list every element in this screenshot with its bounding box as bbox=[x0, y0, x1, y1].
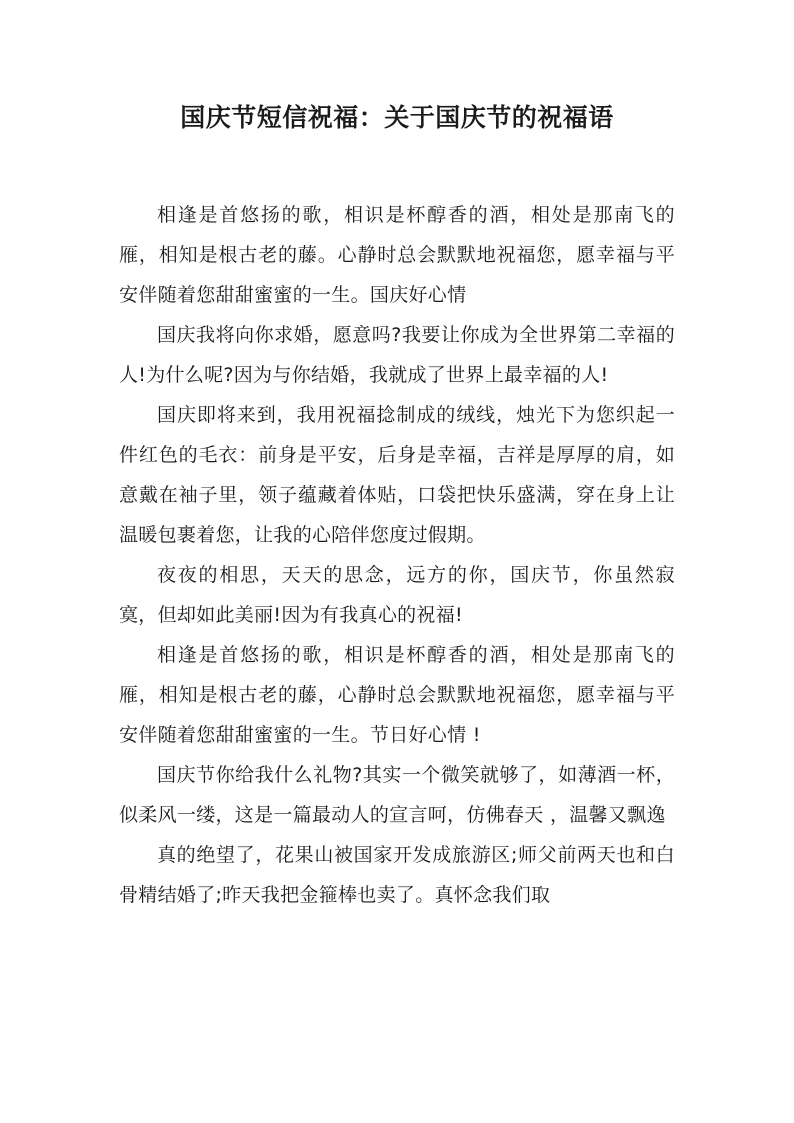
paragraph: 真的绝望了，花果山被国家开发成旅游区;师父前两天也和白骨精结婚了;昨天我把金箍棒也卖了。真怀念我们取 bbox=[119, 844, 675, 906]
document-body bbox=[119, 195, 675, 915]
paragraph: 国庆节你给我什么礼物?其实一个微笑就够了，如薄酒一杯，似柔风一缕，这是一篇最动人的宣言呵，仿佛春天 ，温馨又飘逸 bbox=[119, 764, 675, 826]
paragraph: 夜夜的相思，天天的思念，远方的你，国庆节，你虽然寂寞，但却如此美丽!因为有我真心的祝福! bbox=[119, 564, 675, 626]
paragraph: 相逢是首悠扬的歌，相识是杯醇香的酒，相处是那南飞的雁，相知是根古老的藤。心静时总会默默地祝福您，愿幸福与平安伴随着您甜甜蜜蜜的一生。国庆好心情 bbox=[119, 204, 675, 306]
paragraph: 国庆即将来到，我用祝福捻制成的绒线，烛光下为您织起一件红色的毛衣：前身是平安，后身是幸福，吉祥是厚厚的肩，如意戴在袖子里，领子蕴藏着体贴，口袋把快乐盛满，穿在身上让温暖包裹着您，让我的心陪伴您度过假期。 bbox=[119, 404, 675, 546]
document-title: 国庆节短信祝福：关于国庆节的祝福语 bbox=[180, 103, 614, 132]
paragraph: 相逢是首悠扬的歌，相识是杯醇香的酒，相处是那南飞的雁，相知是根古老的藤，心静时总会默默地祝福您，愿幸福与平安伴随着您甜甜蜜蜜的一生。节日好心情 ! bbox=[119, 644, 675, 746]
paragraph: 国庆我将向你求婚，愿意吗?我要让你成为全世界第二幸福的人!为什么呢?因为与你结婚，我就成了世界上最幸福的人! bbox=[119, 324, 675, 386]
